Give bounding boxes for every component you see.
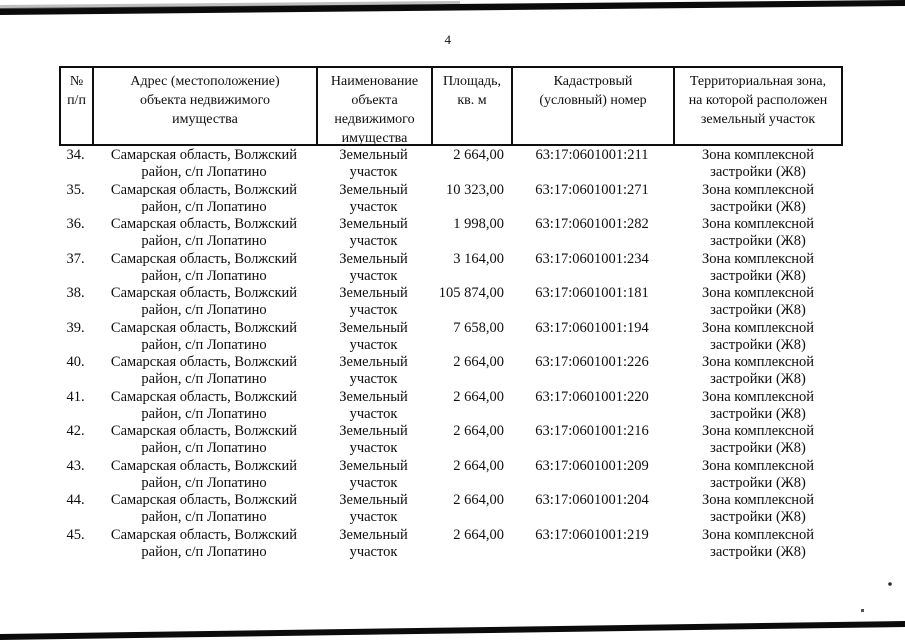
text-line: Зона комплексной — [701, 354, 815, 370]
cell-cadastral — [511, 354, 673, 389]
text-line: Самарская область, Волжский — [110, 354, 298, 370]
text-line: Земельный — [339, 181, 408, 198]
cell-area — [431, 389, 511, 424]
cell-zone — [673, 354, 843, 389]
text-line: Самарская область, Волжский — [110, 423, 298, 439]
text-line: 63:17:0601001:282 — [535, 216, 649, 232]
text-line: Земельный — [339, 492, 408, 508]
text-line: район, с/п Лопатино — [141, 440, 267, 457]
text-line: участок — [349, 267, 398, 284]
cell-cadastral — [511, 458, 673, 493]
cell-number — [59, 354, 92, 389]
property-table-body — [59, 147, 843, 561]
cell-cadastral — [511, 216, 673, 251]
cell-zone — [673, 492, 843, 527]
text-line: Самарская область, Волжский — [110, 181, 298, 198]
table-row — [59, 147, 843, 182]
text-line: Зона комплексной — [701, 526, 815, 543]
text-line: Площадь, — [442, 74, 502, 89]
cell-area — [431, 216, 511, 251]
cell-address — [92, 389, 316, 424]
table-row — [59, 216, 843, 251]
text-line: застройки (Ж8) — [710, 474, 806, 491]
scan-artifact-bottom-edge — [0, 621, 905, 640]
cell-address — [92, 354, 316, 389]
text-line: (условный) номер — [539, 93, 647, 108]
text-line: 63:17:0601001:211 — [535, 147, 649, 163]
text-line: район, с/п Лопатино — [141, 198, 267, 215]
text-line: участок — [349, 302, 398, 319]
cell-number — [59, 147, 92, 182]
cell-area — [431, 285, 511, 320]
cell-number — [59, 423, 92, 458]
text-line: Наименование — [330, 74, 419, 89]
cell-area — [431, 182, 511, 217]
cell-zone — [673, 251, 843, 286]
cell-cadastral — [511, 423, 673, 458]
text-line: 45. — [66, 526, 85, 543]
text-line: имущества — [172, 112, 238, 127]
text-line: 7 658,00 — [453, 319, 504, 336]
text-line: на которой расположен — [688, 93, 828, 108]
cell-area — [431, 147, 511, 182]
page-number: 4 — [444, 32, 452, 47]
cell-address — [92, 458, 316, 493]
text-line: 63:17:0601001:204 — [535, 492, 649, 508]
cell-name — [316, 320, 431, 355]
cell-name — [316, 251, 431, 286]
text-line: участок — [349, 543, 398, 560]
text-line: 63:17:0601001:234 — [535, 250, 649, 267]
text-line: Самарская область, Волжский — [110, 147, 298, 163]
text-line: участок — [349, 198, 398, 215]
cell-zone — [673, 285, 843, 320]
cell-cadastral — [511, 147, 673, 182]
text-line: Земельный — [339, 250, 408, 267]
text-line: 2 664,00 — [453, 147, 504, 163]
cell-number — [59, 389, 92, 424]
text-line: район, с/п Лопатино — [141, 543, 267, 560]
cell-zone — [673, 320, 843, 355]
table-row — [59, 423, 843, 458]
text-line: Самарская область, Волжский — [110, 285, 298, 301]
cell-cadastral — [511, 492, 673, 527]
text-line: Земельный — [339, 319, 408, 336]
text-line: участок — [349, 440, 398, 457]
text-line: Земельный — [339, 388, 408, 405]
text-line: 2 664,00 — [453, 457, 504, 474]
text-line: Земельный — [339, 526, 408, 543]
cell-address — [92, 527, 316, 562]
text-line: 10 323,00 — [446, 181, 504, 198]
text-line: Самарская область, Волжский — [110, 492, 298, 508]
header-cell-number — [61, 68, 94, 144]
text-line: район, с/п Лопатино — [141, 474, 267, 491]
text-line: Земельный — [339, 457, 408, 474]
cell-area — [431, 458, 511, 493]
table-row — [59, 389, 843, 424]
text-line: объекта — [351, 93, 398, 108]
text-line: Самарская область, Волжский — [110, 388, 298, 405]
table-row — [59, 458, 843, 493]
text-line: кв. м — [457, 93, 487, 108]
cell-name — [316, 492, 431, 527]
scan-speck-2 — [861, 609, 864, 612]
cell-address — [92, 147, 316, 182]
table-row — [59, 285, 843, 320]
text-line: 3 164,00 — [453, 250, 504, 267]
text-line: 2 664,00 — [453, 492, 504, 508]
cell-zone — [673, 527, 843, 562]
cell-number — [59, 216, 92, 251]
text-line: Земельный — [339, 216, 408, 232]
cell-name — [316, 423, 431, 458]
text-line: застройки (Ж8) — [710, 543, 806, 560]
text-line: застройки (Ж8) — [710, 405, 806, 422]
text-line: Самарская область, Волжский — [110, 457, 298, 474]
text-line: район, с/п Лопатино — [141, 509, 267, 526]
cell-zone — [673, 458, 843, 493]
cell-name — [316, 354, 431, 389]
cell-name — [316, 216, 431, 251]
table-row — [59, 182, 843, 217]
cell-zone — [673, 182, 843, 217]
cell-address — [92, 251, 316, 286]
text-line: имущества — [341, 131, 408, 144]
scan-artifact-top-edge — [0, 0, 905, 15]
cell-area — [431, 423, 511, 458]
text-line: 2 664,00 — [453, 354, 504, 370]
cell-number — [59, 251, 92, 286]
text-line: 63:17:0601001:219 — [535, 526, 649, 543]
text-line: застройки (Ж8) — [710, 440, 806, 457]
text-line: 63:17:0601001:181 — [535, 285, 649, 301]
cell-cadastral — [511, 251, 673, 286]
text-line: 63:17:0601001:226 — [535, 354, 649, 370]
text-line: застройки (Ж8) — [710, 198, 806, 215]
text-line: район, с/п Лопатино — [141, 371, 267, 388]
text-line: застройки (Ж8) — [710, 233, 806, 250]
cell-name — [316, 147, 431, 182]
text-line: 2 664,00 — [453, 526, 504, 543]
text-line: район, с/п Лопатино — [141, 164, 267, 181]
text-line: 105 874,00 — [438, 285, 504, 301]
text-line: 2 664,00 — [453, 423, 504, 439]
text-line: район, с/п Лопатино — [141, 302, 267, 319]
text-line: Зона комплексной — [701, 250, 815, 267]
text-line: Самарская область, Волжский — [110, 526, 298, 543]
table-row — [59, 251, 843, 286]
cell-name — [316, 182, 431, 217]
text-line: участок — [349, 405, 398, 422]
text-line: участок — [349, 164, 398, 181]
text-line: Зона комплексной — [701, 181, 815, 198]
text-line: 63:17:0601001:194 — [535, 319, 649, 336]
text-line: район, с/п Лопатино — [141, 267, 267, 284]
text-line: Кадастровый — [553, 74, 633, 89]
table-row — [59, 492, 843, 527]
text-line: 63:17:0601001:220 — [535, 388, 649, 405]
text-line: 1 998,00 — [453, 216, 504, 232]
text-line: недвижимого — [334, 112, 415, 127]
text-line: 43. — [66, 457, 85, 474]
text-line: застройки (Ж8) — [710, 509, 806, 526]
cell-name — [316, 458, 431, 493]
text-line: 41. — [66, 388, 85, 405]
text-line: 63:17:0601001:216 — [535, 423, 649, 439]
cell-area — [431, 492, 511, 527]
header-cell-cadastral — [513, 68, 675, 144]
text-line: объекта недвижимого — [139, 93, 270, 108]
text-line: 63:17:0601001:271 — [535, 181, 649, 198]
cell-number — [59, 527, 92, 562]
property-table-header — [59, 66, 843, 146]
table-row — [59, 527, 843, 562]
text-line: Зона комплексной — [701, 216, 815, 232]
text-line: район, с/п Лопатино — [141, 405, 267, 422]
text-line: участок — [349, 509, 398, 526]
cell-cadastral — [511, 320, 673, 355]
cell-address — [92, 285, 316, 320]
cell-name — [316, 389, 431, 424]
text-line: 40. — [66, 354, 85, 370]
cell-name — [316, 285, 431, 320]
cell-name — [316, 527, 431, 562]
text-line: Земельный — [339, 423, 408, 439]
scan-speck-1 — [888, 582, 892, 586]
table-row — [59, 320, 843, 355]
text-line: 37. — [66, 250, 85, 267]
text-line: 42. — [66, 423, 85, 439]
text-line: земельный участок — [700, 112, 816, 127]
header-cell-address — [94, 68, 318, 144]
text-line: № — [69, 74, 84, 89]
text-line: участок — [349, 233, 398, 250]
cell-number — [59, 492, 92, 527]
text-line: район, с/п Лопатино — [141, 336, 267, 353]
text-line: Адрес (местоположение) — [130, 74, 280, 89]
text-line: Зона комплексной — [701, 285, 815, 301]
cell-cadastral — [511, 285, 673, 320]
cell-address — [92, 216, 316, 251]
text-line: Земельный — [339, 147, 408, 163]
table-row — [59, 354, 843, 389]
text-line: Зона комплексной — [701, 147, 815, 163]
scan-artifact-top-smudge — [0, 1, 460, 9]
text-line: застройки (Ж8) — [710, 164, 806, 181]
text-line: 39. — [66, 319, 85, 336]
cell-cadastral — [511, 389, 673, 424]
text-line: 34. — [66, 147, 85, 163]
cell-address — [92, 320, 316, 355]
cell-address — [92, 423, 316, 458]
text-line: 38. — [66, 285, 85, 301]
cell-number — [59, 182, 92, 217]
cell-area — [431, 354, 511, 389]
text-line: Зона комплексной — [701, 457, 815, 474]
cell-zone — [673, 147, 843, 182]
text-line: застройки (Ж8) — [710, 267, 806, 284]
cell-zone — [673, 389, 843, 424]
cell-number — [59, 285, 92, 320]
cell-number — [59, 458, 92, 493]
text-line: 63:17:0601001:209 — [535, 457, 649, 474]
cell-address — [92, 182, 316, 217]
cell-area — [431, 527, 511, 562]
text-line: Территориальная зона, — [689, 74, 827, 89]
text-line: участок — [349, 371, 398, 388]
text-line: Земельный — [339, 285, 408, 301]
text-line: участок — [349, 336, 398, 353]
header-cell-area — [433, 68, 513, 144]
text-line: Самарская область, Волжский — [110, 216, 298, 232]
text-line: застройки (Ж8) — [710, 336, 806, 353]
text-line: участок — [349, 474, 398, 491]
header-cell-name — [318, 68, 433, 144]
text-line: Зона комплексной — [701, 423, 815, 439]
text-line: Зона комплексной — [701, 319, 815, 336]
text-line: 36. — [66, 216, 85, 232]
text-line: застройки (Ж8) — [710, 302, 806, 319]
cell-cadastral — [511, 527, 673, 562]
cell-area — [431, 251, 511, 286]
text-line: район, с/п Лопатино — [141, 233, 267, 250]
text-line: Самарская область, Волжский — [110, 319, 298, 336]
cell-zone — [673, 216, 843, 251]
text-line: застройки (Ж8) — [710, 371, 806, 388]
cell-number — [59, 320, 92, 355]
text-line: 2 664,00 — [453, 388, 504, 405]
cell-zone — [673, 423, 843, 458]
text-line: Зона комплексной — [701, 388, 815, 405]
text-line: Зона комплексной — [701, 492, 815, 508]
text-line: Самарская область, Волжский — [110, 250, 298, 267]
text-line: Земельный — [339, 354, 408, 370]
cell-cadastral — [511, 182, 673, 217]
text-line: 44. — [66, 492, 85, 508]
text-line: п/п — [67, 93, 86, 108]
text-line: 35. — [66, 181, 85, 198]
cell-address — [92, 492, 316, 527]
header-cell-zone — [675, 68, 841, 144]
cell-area — [431, 320, 511, 355]
